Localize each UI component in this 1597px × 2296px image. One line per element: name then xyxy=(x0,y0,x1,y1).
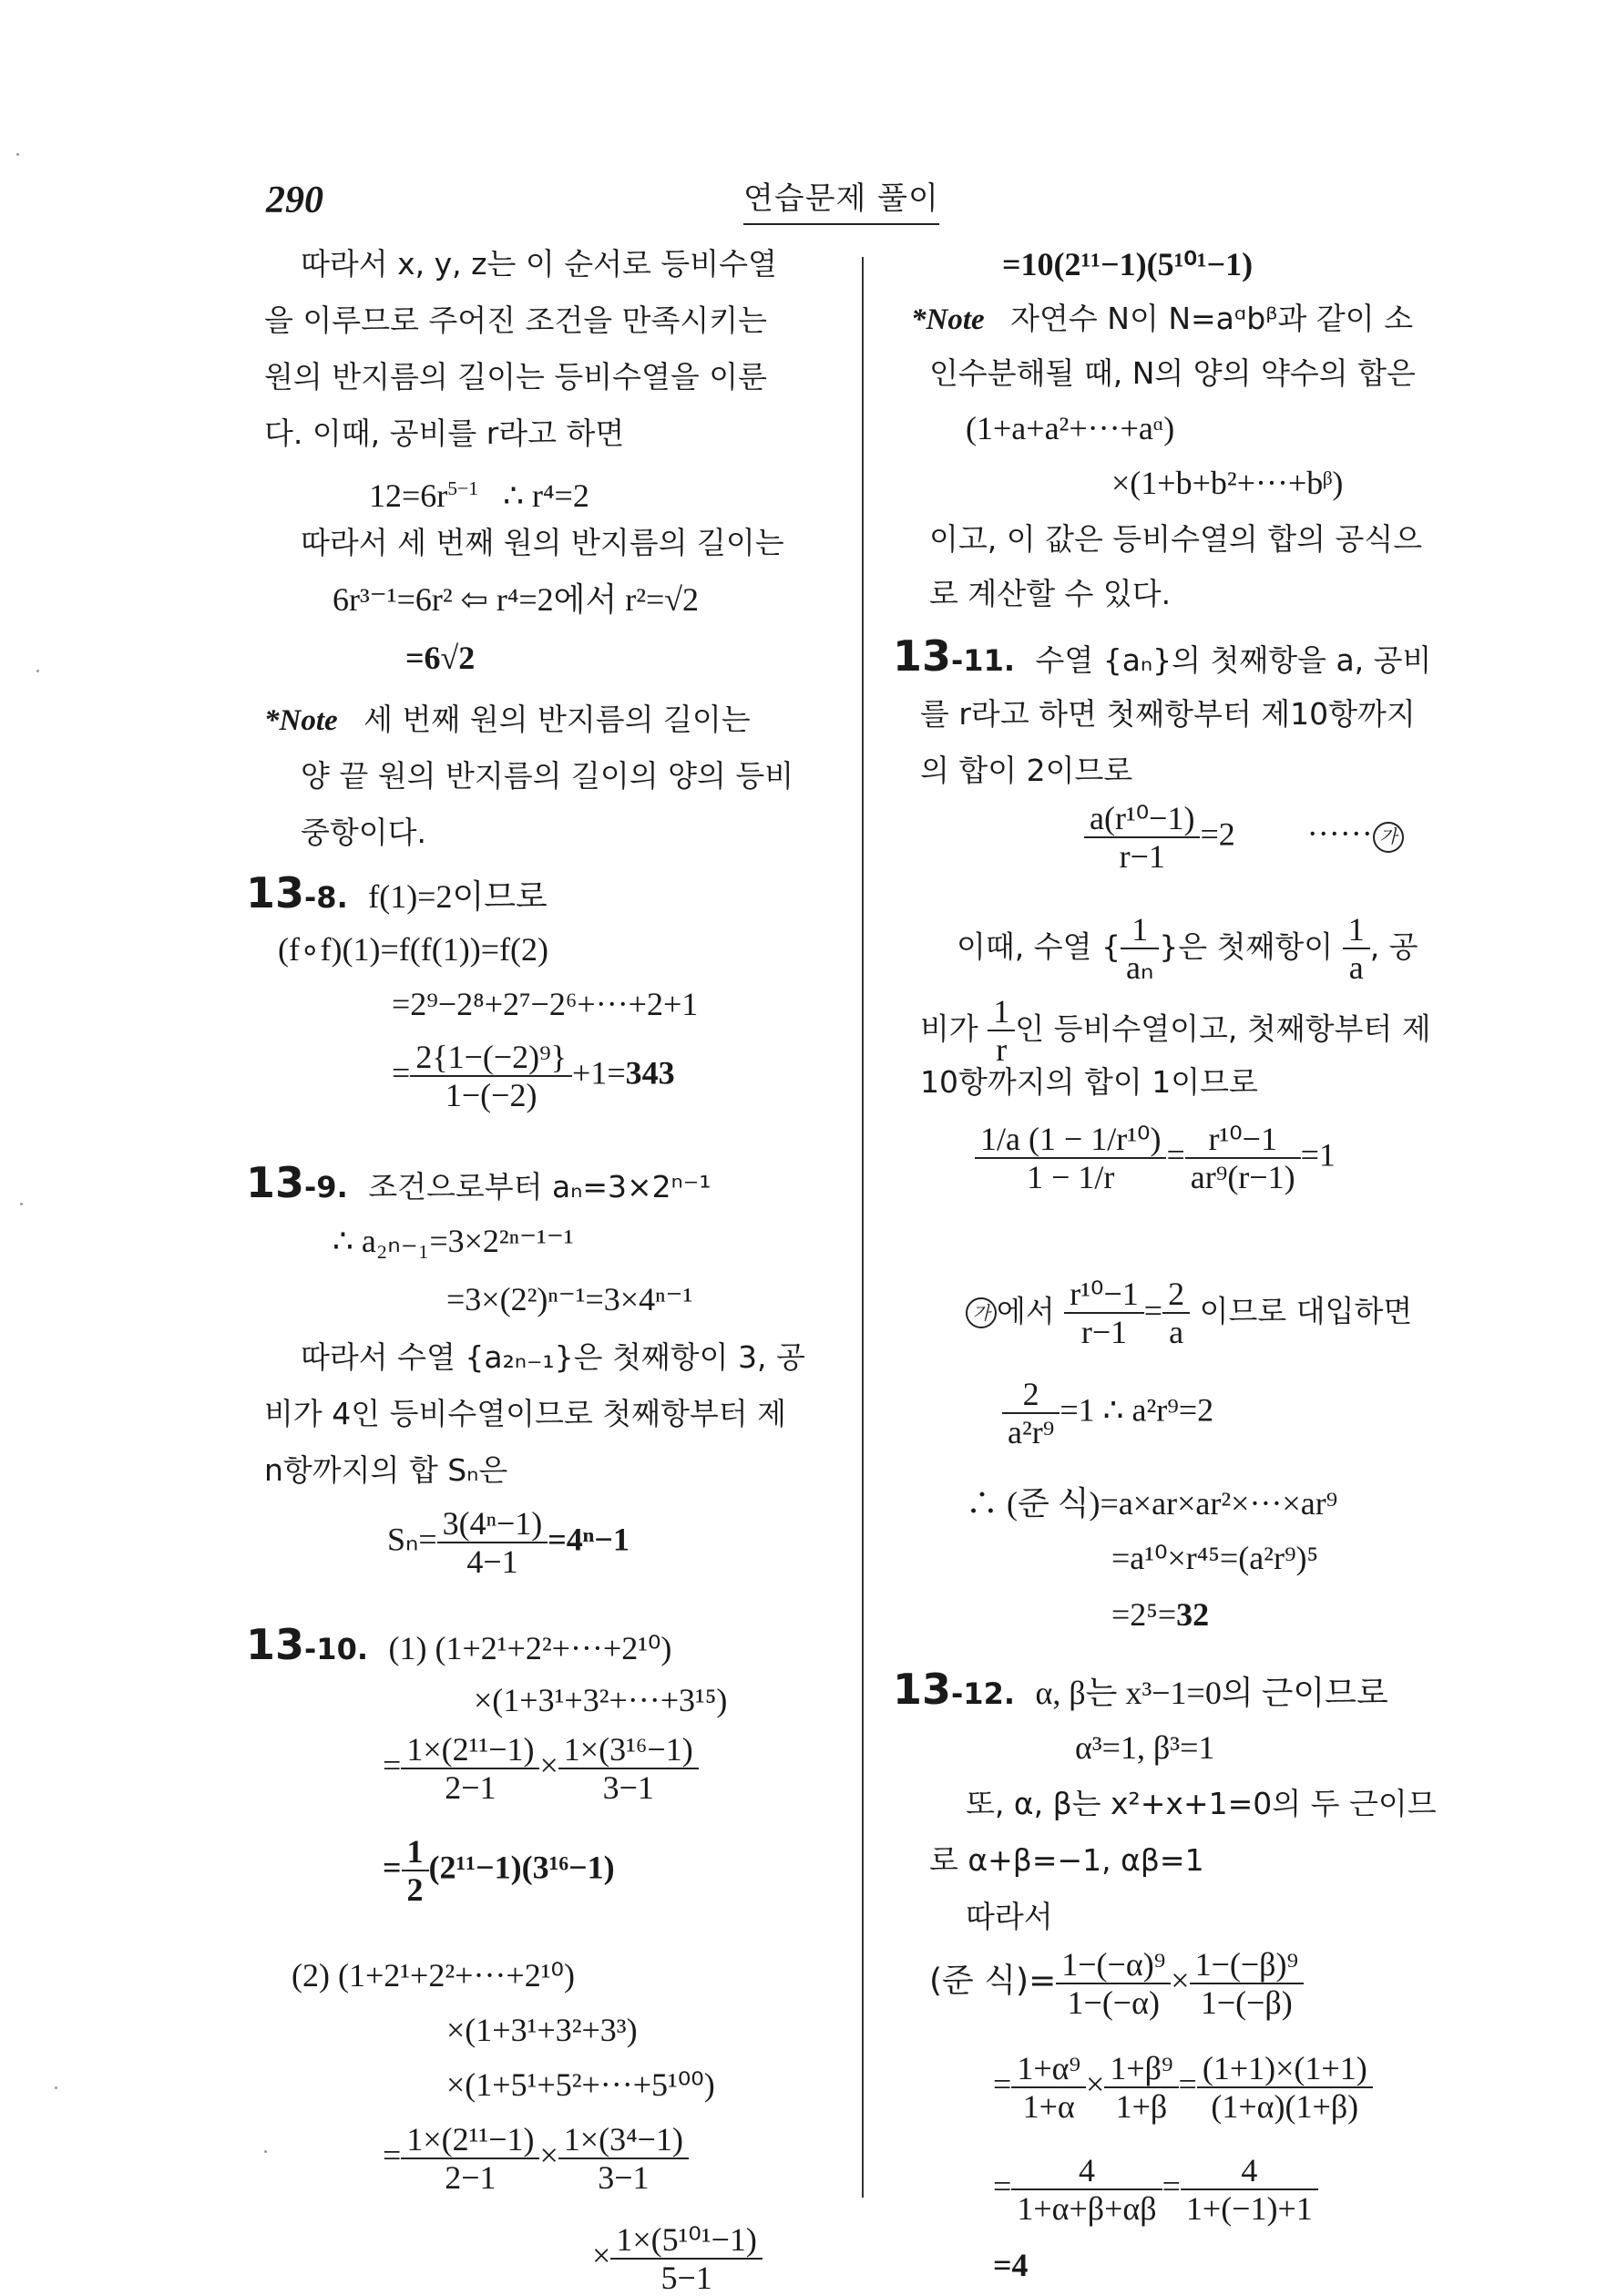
equation-line: ×(1+3¹+3²+···+3¹⁵) xyxy=(474,1682,728,1718)
fraction: $\frac{\text{1×(2¹¹−1)}}{2-1}$ xyxy=(401,1731,539,1806)
text-line: 을 이루므로 주어진 조건을 만족시키는 xyxy=(264,302,768,338)
equation-fraction-line: × $\frac{\text{1×(5¹⁰¹−1)}}{5-1}$ xyxy=(592,2221,763,2296)
text-line: 양 끝 원의 반지름의 길이의 양의 등비 xyxy=(301,758,794,794)
text-line: 이고, 이 값은 등비수열의 합의 공식으 xyxy=(929,521,1423,557)
text-line: 로 α+β=−1, αβ=1 xyxy=(929,1842,1204,1878)
scan-speck xyxy=(20,1203,23,1205)
equation-line: ∴ (준 식)=a×ar×ar²×···×ar⁹ xyxy=(966,1485,1338,1522)
note-block: *Note 자연수 N이 N=aᵅbᵝ과 같이 소 xyxy=(911,301,1413,336)
note-label: *Note xyxy=(264,704,338,737)
equation-line: (1+a+a²+···+aᵅ) xyxy=(966,410,1175,446)
equation-12-a: (준 식)= $\frac{\text{1−(−α)⁹}}{1-(-\alpha)}$ × $\frac{\text{1−(−β)⁹}}{1-(-\beta)}$ xyxy=(929,1946,1304,2021)
text-line: 중항이다. xyxy=(301,815,427,850)
text-line: 다. 이때, 공비를 r라고 하면 xyxy=(264,415,625,451)
text-line: 따라서 xyxy=(966,1899,1053,1934)
scan-speck xyxy=(55,2086,57,2089)
fraction: $\frac{\text{1×(3¹⁶−1)}}{3-1}$ xyxy=(558,1731,699,1806)
fraction: $\frac{\text{3(4ⁿ−1)}}{4-1}$ xyxy=(437,1505,548,1580)
equation-11-b: $\frac{\text{1/a (1 − 1/r¹⁰)}}{1 - 1/r}$ = $\frac{\text{r¹⁰−1}}{\text{ar⁹(r−1)}}$ =1 xyxy=(975,1121,1336,1195)
equation-11-c: $\frac{2}{\text{a²r⁹}}$ =1 ∴ a²r⁹=2 xyxy=(1002,1376,1213,1450)
fraction: $\frac{\text{1×(3⁴−1)}}{3-1}$ xyxy=(558,2121,689,2196)
fraction: $\frac{(1+1)\times(1+1)}{(1+\alpha)(1+\beta)}$ xyxy=(1197,2050,1373,2125)
equation-line: ×(1+b+b²+···+bᵝ) xyxy=(1111,465,1344,501)
text-line: 이때, 수열 { $\frac{1}{\text{aₙ}}$ }은 첫째항이 $\frac{1}{a}$ , 공 xyxy=(957,911,1418,986)
equation-third-radius: 6r³⁻¹=6r² ⇦ r⁴=2에서 r²=√2 xyxy=(333,581,700,618)
equation-fraction-line: = $\frac{\text{1×(2¹¹−1)}}{2-1}$ × $\frac{\text{1×(3⁴−1)}}{3-1}$ xyxy=(383,2121,689,2196)
problem-13-10-heading: 13-10. (1) (1+2¹+2²+···+2¹⁰) xyxy=(246,1620,672,1669)
equation-line: ∴ a₂ₙ₋₁=3×2²ⁿ⁻¹⁻¹ xyxy=(333,1223,574,1259)
text-line: n항까지의 합 Sₙ은 xyxy=(264,1452,508,1488)
column-divider xyxy=(862,257,864,2198)
fraction: $\frac{\text{1×(2¹¹−1)}}{2-1}$ xyxy=(401,2121,539,2196)
equation-line: =a¹⁰×r⁴⁵=(a²r⁹)⁵ xyxy=(1111,1540,1319,1576)
text-line: 또, α, β는 x²+x+1=0의 두 근이므 xyxy=(966,1786,1437,1821)
scan-speck xyxy=(16,153,19,156)
page-number: 290 xyxy=(266,179,323,221)
equation-line: (2) (1+2¹+2²+···+2¹⁰) xyxy=(292,1957,575,1994)
fraction: $\frac{\text{2\{1−(−2)⁹\}}}{1-(-2)}$ xyxy=(410,1039,572,1113)
scan-speck xyxy=(264,2150,267,2153)
equation-line: =2⁹−2⁸+2⁷−2⁶+···+2+1 xyxy=(392,986,699,1022)
problem-13-12-heading: 13-12. α, β는 x³−1=0의 근이므로 xyxy=(893,1665,1388,1714)
text-line: 가 에서 $\frac{\text{r¹⁰−1}}{r-1}$ = $\frac{2}{a}$ 이므로 대입하면 xyxy=(966,1276,1412,1350)
equation-marker: 가 xyxy=(1373,822,1404,853)
answer-13-11: 32 xyxy=(1176,1596,1210,1633)
answer-13-12: =4 xyxy=(993,2247,1029,2283)
text-line: 따라서 세 번째 원의 반지름의 길이는 xyxy=(301,525,784,560)
text-line: 비가 $\frac{1}{r}$ 인 등비수열이고, 첫째항부터 제 xyxy=(920,993,1431,1068)
fraction: $\frac{4}{1+\alpha+\beta+\alpha\beta}$ xyxy=(1011,2152,1162,2227)
answer-13-8: 343 xyxy=(625,1054,675,1092)
note-label: *Note xyxy=(911,303,985,336)
fraction: $\frac{\text{a(r¹⁰−1)}}{r-1}$ xyxy=(1084,800,1200,875)
answer-13-10-1: = $\frac{1}{2}$ (2¹¹−1)(3¹⁶−1) xyxy=(383,1833,615,1908)
problem-13-11-heading: 13-11. 수열 {aₙ}의 첫째항을 a, 공비 xyxy=(893,631,1432,681)
text-line: 원의 반지름의 길이는 등비수열을 이룬 xyxy=(264,359,768,395)
equation-line: ×(1+5¹+5²+···+5¹⁰⁰) xyxy=(446,2066,715,2103)
text-line: 10항까지의 합이 1이므로 xyxy=(920,1064,1258,1100)
text-line: 를 r라고 하면 첫째항부터 제10항까지 xyxy=(920,696,1416,732)
equation-fraction-line: = $\frac{\text{2\{1−(−2)⁹\}}}{1-(-2)}$ +1=343 xyxy=(392,1039,675,1113)
answer-13-10-2: =10(2¹¹−1)(5¹⁰¹−1) xyxy=(1002,246,1254,282)
text-line: 인수분해될 때, N의 양의 약수의 합은 xyxy=(929,355,1416,391)
fraction: $\frac{\text{r¹⁰−1}}{\text{ar⁹(r−1)}}$ xyxy=(1185,1121,1301,1195)
equation-line: α³=1, β³=1 xyxy=(1075,1729,1215,1766)
fraction: $\frac{\text{1+β⁹}}{1+\beta}$ xyxy=(1104,2050,1178,2125)
equation-12-b: = $\frac{\text{1+α⁹}}{1+\alpha}$ × $\frac{\text{1+β⁹}}{1+\beta}$ = $\frac{(1+1)\times(1+1)}{(1+\alpha)(1+\beta)}$ xyxy=(993,2050,1373,2125)
equation-line: =2⁵=32 xyxy=(1111,1596,1210,1633)
problem-13-8-heading: 13-8. f(1)=2이므로 xyxy=(246,868,548,917)
fraction: $\frac{4}{1+(-1)+1}$ xyxy=(1181,2152,1318,2227)
text-line: 따라서 x, y, z는 이 순서로 등비수열 xyxy=(301,246,777,282)
answer-third-radius: =6√2 xyxy=(405,640,476,676)
scan-speck xyxy=(36,670,39,672)
answer-13-9: =4ⁿ−1 xyxy=(548,1521,630,1558)
fraction: $\frac{2}{\text{a²r⁹}}$ xyxy=(1002,1376,1060,1450)
equation-line: (f∘f)(1)=f(f(1))=f(2) xyxy=(278,931,548,968)
fraction: $\frac{\text{1−(−β)⁹}}{1-(-\beta)}$ xyxy=(1190,1946,1304,2021)
text-line: 의 합이 2이므로 xyxy=(920,753,1133,788)
fraction: $\frac{\text{1+α⁹}}{1+\alpha}$ xyxy=(1011,2050,1086,2125)
equation-11-a: $\frac{\text{a(r¹⁰−1)}}{r-1}$ =2 ······ 가 xyxy=(1084,800,1404,875)
text-line: 로 계산할 수 있다. xyxy=(929,576,1172,611)
text-line: 따라서 수열 {a₂ₙ₋₁}은 첫째항이 3, 공 xyxy=(301,1339,805,1375)
equation-fraction-line: = $\frac{\text{1×(2¹¹−1)}}{2-1}$ × $\frac{\text{1×(3¹⁶−1)}}{3-1}$ xyxy=(383,1731,699,1806)
equation-sum: Sₙ= $\frac{\text{3(4ⁿ−1)}}{4-1}$ =4ⁿ−1 xyxy=(387,1505,630,1580)
equation-ratio: $12=6r^{5-1}$ ∴ r⁴=2 xyxy=(369,477,589,514)
page-title: 연습문제 풀이 xyxy=(743,173,939,225)
fraction: $\frac{\text{1/a (1 − 1/r¹⁰)}}{1 - 1/r}$ xyxy=(975,1121,1166,1195)
fraction: $\frac{\text{1×(5¹⁰¹−1)}}{5-1}$ xyxy=(610,2221,763,2296)
text-line: 비가 4인 등비수열이므로 첫째항부터 제 xyxy=(264,1396,787,1431)
note-block: *Note 세 번째 원의 반지름의 길이는 xyxy=(264,702,751,737)
equation-marker: 가 xyxy=(966,1297,997,1328)
fraction: $\frac{\text{1−(−α)⁹}}{1-(-\alpha)}$ xyxy=(1056,1946,1171,2021)
problem-13-9-heading: 13-9. 조건으로부터 aₙ=3×2ⁿ⁻¹ xyxy=(246,1158,711,1207)
equation-line: =3×(2²)ⁿ⁻¹=3×4ⁿ⁻¹ xyxy=(446,1281,693,1317)
equation-line: ×(1+3¹+3²+3³) xyxy=(446,2012,638,2048)
equation-12-c: = $\frac{4}{1+\alpha+\beta+\alpha\beta}$ = $\frac{4}{1+(-1)+1}$ xyxy=(993,2152,1318,2227)
